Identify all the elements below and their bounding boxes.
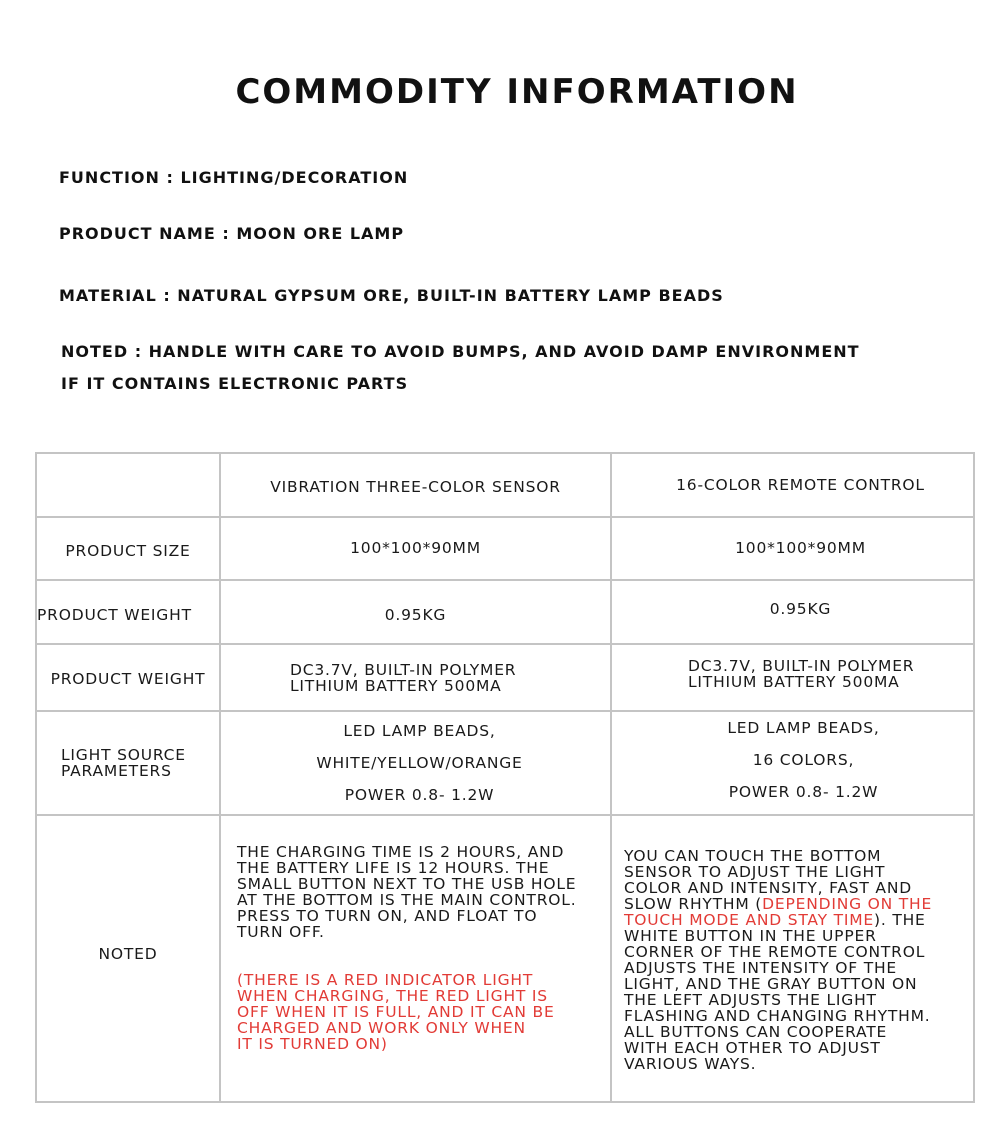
noted-remote-line: WITH EACH OTHER TO ADJUST <box>624 1039 881 1057</box>
noted-sensor <box>220 815 611 1102</box>
light-label-line-2: PARAMETERS <box>61 762 172 780</box>
header-empty <box>36 453 220 517</box>
noted-remote-line <box>624 896 973 912</box>
noted-line-2: IF IT CONTAINS ELECTRONIC PARTS <box>61 374 409 393</box>
function-line: FUNCTION : LIGHTING/DECORATION <box>59 168 409 187</box>
battery-remote-line-2: LITHIUM BATTERY 500MA <box>688 672 900 691</box>
weight-remote: 0.95KG <box>611 580 974 644</box>
noted-line-1: NOTED : HANDLE WITH CARE TO AVOID BUMPS, AND AVOID DAMP ENVIRONMENT <box>61 342 860 361</box>
noted-remote-line: ADJUSTS THE INTENSITY OF THE <box>624 959 898 977</box>
light-remote-line-1: LED LAMP BEADS, <box>727 719 880 737</box>
noted-sensor-red-line: IT IS TURNED ON) <box>237 1035 388 1053</box>
noted-remote-red-text: TOUCH MODE AND STAY TIME <box>624 911 875 929</box>
size-sensor: 100*100*90MM <box>220 517 611 580</box>
size-label: PRODUCT SIZE <box>36 517 220 580</box>
table-row <box>36 517 974 580</box>
noted-remote-line: SENSOR TO ADJUST THE LIGHT <box>624 863 886 881</box>
spec-table <box>35 452 975 1103</box>
light-remote <box>611 711 974 815</box>
noted-sensor-line: TURN OFF. <box>237 923 325 941</box>
battery-sensor-line-1: DC3.7V, BUILT-IN POLYMER <box>290 660 517 679</box>
noted-sensor-red-line: WHEN CHARGING, THE RED LIGHT IS <box>237 987 548 1005</box>
noted-sensor-red-line: (THERE IS A RED INDICATOR LIGHT <box>237 971 534 989</box>
noted-remote-line: WHITE BUTTON IN THE UPPER <box>624 927 877 945</box>
table-row <box>36 644 974 711</box>
table-row <box>36 711 974 815</box>
header-remote: 16-COLOR REMOTE CONTROL <box>611 453 974 517</box>
noted-sensor-line: AT THE BOTTOM IS THE MAIN CONTROL. <box>237 891 577 909</box>
light-label <box>36 711 220 815</box>
noted-remote-line: ALL BUTTONS CAN COOPERATE <box>624 1023 888 1041</box>
light-label-line-1: LIGHT SOURCE <box>61 746 186 764</box>
light-sensor-line-1: LED LAMP BEADS, <box>343 722 496 740</box>
noted-remote-text: SLOW RHYTHM ( <box>624 895 763 913</box>
noted-sensor-red-line: CHARGED AND WORK ONLY WHEN <box>237 1019 526 1037</box>
noted-sensor-red-line: OFF WHEN IT IS FULL, AND IT CAN BE <box>237 1003 555 1021</box>
header-sensor: VIBRATION THREE-COLOR SENSOR <box>220 453 611 517</box>
noted-sensor-line: THE BATTERY LIFE IS 12 HOURS. THE <box>237 859 550 877</box>
light-sensor <box>220 711 611 815</box>
noted-sensor-line: SMALL BUTTON NEXT TO THE USB HOLE <box>237 875 577 893</box>
table-row <box>36 815 974 1102</box>
battery-sensor-line-2: LITHIUM BATTERY 500MA <box>290 676 502 695</box>
product-name-line: PRODUCT NAME : MOON ORE LAMP <box>59 224 405 243</box>
page-title: COMMODITY INFORMATION <box>235 72 799 112</box>
noted-remote-line: FLASHING AND CHANGING RHYTHM. <box>624 1007 931 1025</box>
noted-label: NOTED <box>36 815 220 1102</box>
table-row <box>36 580 974 644</box>
noted-remote-line: VARIOUS WAYS. <box>624 1055 757 1073</box>
light-sensor-line-2: WHITE/YELLOW/ORANGE <box>316 754 523 772</box>
noted-remote-line: LIGHT, AND THE GRAY BUTTON ON <box>624 975 918 993</box>
noted-remote-text: ). THE <box>874 911 926 929</box>
light-remote-line-3: POWER 0.8- 1.2W <box>728 783 879 801</box>
noted-remote-line <box>624 912 973 928</box>
weight-sensor: 0.95KG <box>220 580 611 644</box>
noted-remote-red-text: DEPENDING ON THE <box>762 895 933 913</box>
noted-sensor-line: PRESS TO TURN ON, AND FLOAT TO <box>237 907 538 925</box>
battery-label: PRODUCT WEIGHT <box>36 644 220 711</box>
table-header-row <box>36 453 974 517</box>
light-remote-line-2: 16 COLORS, <box>752 751 855 769</box>
noted-remote <box>611 815 974 1102</box>
weight-label: PRODUCT WEIGHT <box>36 580 220 644</box>
battery-sensor <box>220 644 611 711</box>
noted-remote-line: THE LEFT ADJUSTS THE LIGHT <box>624 991 877 1009</box>
noted-remote-line: CORNER OF THE REMOTE CONTROL <box>624 943 926 961</box>
battery-remote <box>611 644 974 711</box>
noted-remote-line: COLOR AND INTENSITY, FAST AND <box>624 879 912 897</box>
material-line: MATERIAL : NATURAL GYPSUM ORE, BUILT-IN BATTERY LAMP BEADS <box>59 286 724 305</box>
noted-sensor-line: THE CHARGING TIME IS 2 HOURS, AND <box>237 843 565 861</box>
size-remote: 100*100*90MM <box>611 517 974 580</box>
light-sensor-line-3: POWER 0.8- 1.2W <box>344 786 495 804</box>
noted-remote-line: YOU CAN TOUCH THE BOTTOM <box>624 847 882 865</box>
battery-remote-line-1: DC3.7V, BUILT-IN POLYMER <box>688 656 915 675</box>
